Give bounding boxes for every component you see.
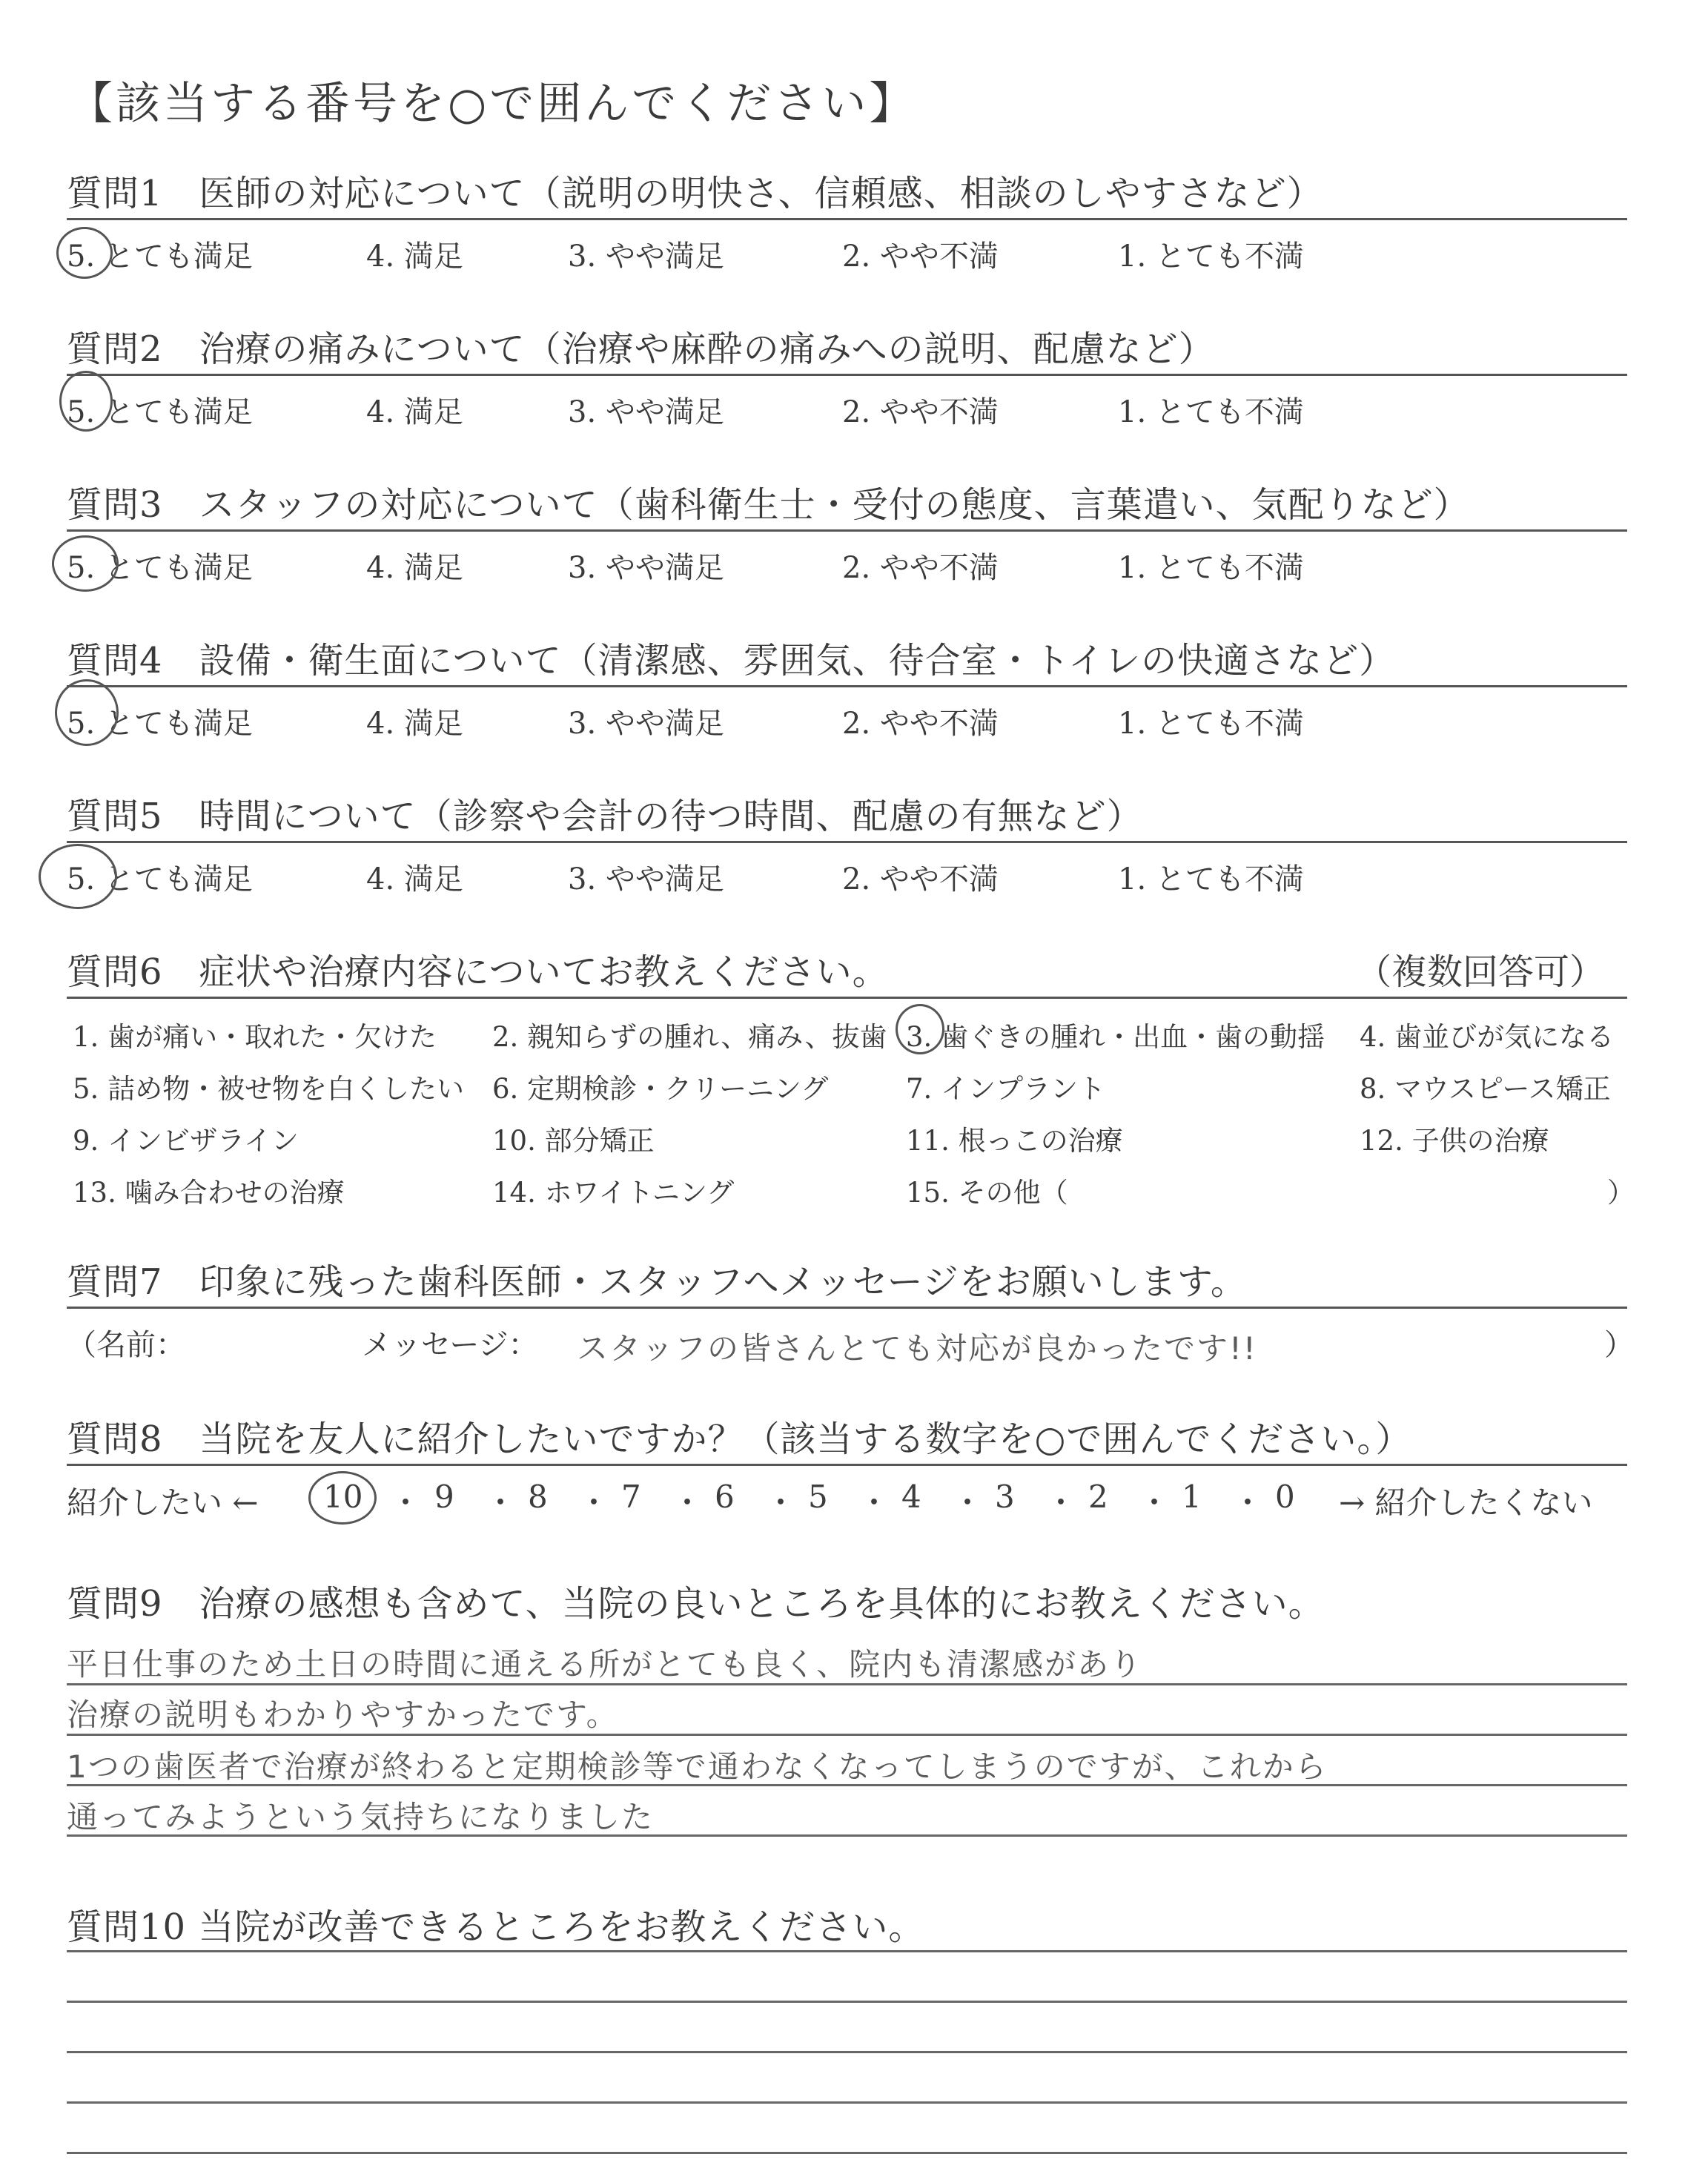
treatment-option-13[interactable]: 13. 噛み合わせの治療 [73, 1177, 345, 1209]
option-5[interactable]: 5. とても満足 [67, 395, 253, 429]
other-close-paren: ） [1607, 1177, 1635, 1209]
option-2[interactable]: 2. やや不満 [842, 707, 999, 741]
scale-dot: ・ [672, 1484, 704, 1521]
treatment-option-9[interactable]: 9. インビザライン [73, 1125, 299, 1157]
scale-9[interactable]: 9 [434, 1479, 454, 1515]
option-3[interactable]: 3. やや満足 [568, 395, 724, 429]
treatment-option-2[interactable]: 2. 親知らずの腫れ、痛み、抜歯 [492, 1021, 887, 1053]
question-9 [67, 1575, 1627, 1835]
question-2 [67, 320, 1627, 429]
option-2[interactable]: 2. やや不満 [842, 395, 999, 429]
treatment-option-4[interactable]: 4. 歯並びが気になる [1360, 1021, 1615, 1053]
question-title: 質問2 治療の痛みについて（治療や麻酔の痛みへの説明、配慮など） [67, 328, 1215, 370]
scale-dot: ・ [1139, 1484, 1171, 1521]
scale-3[interactable]: 3 [995, 1479, 1015, 1515]
divider [67, 841, 1627, 843]
option-4[interactable]: 4. 満足 [366, 707, 463, 741]
scale-dot: ・ [578, 1484, 610, 1521]
divider [67, 997, 1627, 999]
scale-dot: ・ [952, 1484, 984, 1521]
question-title: 質問5 時間について（診察や会計の待つ時間、配慮の有無など） [67, 796, 1143, 837]
option-4[interactable]: 4. 満足 [366, 240, 463, 274]
option-1[interactable]: 1. とても不満 [1118, 707, 1304, 741]
option-3[interactable]: 3. やや満足 [568, 240, 724, 274]
question-title: 質問10 当院が改善できるところをお教えください。 [67, 1906, 925, 1948]
scale-0[interactable]: 0 [1275, 1479, 1295, 1515]
scale-dot: ・ [485, 1484, 517, 1521]
option-3[interactable]: 3. やや満足 [568, 862, 724, 896]
divider [67, 685, 1627, 687]
scale-dot: ・ [765, 1484, 797, 1521]
answer-circle [52, 535, 119, 592]
divider [67, 218, 1627, 220]
answer-line-1[interactable]: 平日仕事のため土日の時間に通える所がとても良く、院内も清潔感があり [67, 1646, 1143, 1682]
question-1 [67, 165, 1627, 274]
writing-line[interactable] [67, 1950, 1627, 1952]
answer-line-4[interactable]: 通ってみようという気持ちになりました [67, 1799, 655, 1835]
question-8 [67, 1410, 1627, 1521]
scale-6[interactable]: 6 [715, 1479, 735, 1515]
scale-1[interactable]: 1 [1182, 1479, 1202, 1515]
message-label: メッセージ： [362, 1328, 538, 1362]
divider [67, 374, 1627, 376]
question-title: 質問7 印象に残った歯科医師・スタッフへメッセージをお願いします。 [67, 1261, 1247, 1303]
writing-line[interactable] [67, 2101, 1627, 2104]
option-2[interactable]: 2. やや不満 [842, 862, 999, 896]
selected-treatment-circle [896, 1004, 944, 1054]
sheet-title: 【該当する番号を○で囲んでください】 [68, 78, 917, 130]
writing-line [67, 1834, 1627, 1837]
question-10 [67, 1898, 1627, 1946]
treatment-option-12[interactable]: 12. 子供の治療 [1360, 1125, 1549, 1157]
handwritten-message[interactable]: スタッフの皆さんとても対応が良かったです!! [577, 1330, 1257, 1367]
message-close-paren: ） [1604, 1328, 1634, 1362]
scale-2[interactable]: 2 [1088, 1479, 1108, 1515]
writing-line [67, 1683, 1627, 1685]
option-4[interactable]: 4. 満足 [366, 395, 463, 429]
treatment-option-8[interactable]: 8. マウスピース矯正 [1360, 1073, 1611, 1105]
scale-dot: ・ [1045, 1484, 1077, 1521]
answer-circle [59, 371, 113, 432]
treatment-option-11[interactable]: 11. 根っこの治療 [906, 1125, 1123, 1157]
question-3 [67, 476, 1627, 585]
scale-right-label: → 紹介したくない [1339, 1484, 1593, 1521]
scale-dot: ・ [390, 1484, 422, 1521]
answer-line-2[interactable]: 治療の説明もわかりやすかったです。 [67, 1697, 619, 1733]
question-title: 質問1 医師の対応について（説明の明快さ、信頼感、相談のしやすさなど） [67, 173, 1323, 214]
multiple-answers-note: （複数回答可） [1355, 951, 1605, 993]
option-3[interactable]: 3. やや満足 [568, 551, 724, 585]
question-title: 質問8 当院を友人に紹介したいですか？（該当する数字を○で囲んでください。） [67, 1418, 1412, 1460]
treatment-option-15[interactable]: 15. その他（ [906, 1177, 1068, 1209]
divider [67, 1464, 1627, 1466]
question-title: 質問3 スタッフの対応について（歯科衛生士・受付の態度、言葉遣い、気配りなど） [67, 484, 1470, 526]
answer-line-3[interactable]: 1つの歯医者で治療が終わると定期検診等で通わなくなってしまうのですが、これから [67, 1748, 1328, 1785]
answer-circle [56, 227, 113, 279]
writing-line [67, 1784, 1627, 1786]
scale-left-label: 紹介したい ← [67, 1484, 259, 1521]
option-2[interactable]: 2. やや不満 [842, 240, 999, 274]
scale-7[interactable]: 7 [621, 1479, 641, 1515]
answer-circle [39, 844, 117, 909]
treatment-option-10[interactable]: 10. 部分矯正 [492, 1125, 655, 1157]
writing-line[interactable] [67, 2152, 1627, 2154]
scale-dot: ・ [1232, 1484, 1264, 1521]
option-5[interactable]: 5. とても満足 [67, 707, 253, 741]
writing-line[interactable] [67, 2051, 1627, 2053]
treatment-option-5[interactable]: 5. 詰め物・被せ物を白くしたい [73, 1073, 465, 1105]
name-label: （名前： [67, 1328, 185, 1362]
question-6 [67, 943, 1635, 1209]
scale-8[interactable]: 8 [528, 1479, 548, 1515]
option-2[interactable]: 2. やや不満 [842, 551, 999, 585]
option-1[interactable]: 1. とても不満 [1118, 862, 1304, 896]
option-5[interactable]: 5. とても満足 [67, 240, 253, 274]
treatment-option-6[interactable]: 6. 定期検診・クリーニング [492, 1073, 829, 1105]
option-1[interactable]: 1. とても不満 [1118, 240, 1304, 274]
option-4[interactable]: 4. 満足 [366, 551, 463, 585]
option-1[interactable]: 1. とても不満 [1118, 395, 1304, 429]
treatment-option-1[interactable]: 1. 歯が痛い・取れた・欠けた [73, 1021, 437, 1053]
answer-circle [55, 679, 119, 746]
option-5[interactable]: 5. とても満足 [67, 551, 253, 585]
writing-line[interactable] [67, 2001, 1627, 2003]
question-5 [67, 787, 1627, 896]
treatment-option-14[interactable]: 14. ホワイトニング [492, 1177, 735, 1209]
scale-dot: ・ [858, 1484, 890, 1521]
scale-4[interactable]: 4 [901, 1479, 921, 1515]
option-1[interactable]: 1. とても不満 [1118, 551, 1304, 585]
question-title: 質問4 設備・衛生面について（清潔感、雰囲気、待合室・トイレの快適さなど） [67, 640, 1396, 681]
treatment-option-7[interactable]: 7. インプラント [906, 1073, 1106, 1105]
divider [67, 529, 1627, 532]
scale-10[interactable]: 10 [323, 1479, 363, 1515]
writing-line [67, 1734, 1627, 1736]
scale-5[interactable]: 5 [808, 1479, 828, 1515]
selected-scale-circle [308, 1471, 377, 1525]
question-7 [67, 1253, 1634, 1367]
question-title: 質問9 治療の感想も含めて、当院の良いところを具体的にお教えください。 [67, 1583, 1325, 1625]
treatment-option-3[interactable]: 3. 歯ぐきの腫れ・出血・歯の動揺 [906, 1021, 1325, 1053]
option-5[interactable]: 5. とても満足 [67, 862, 253, 896]
divider [67, 1307, 1627, 1309]
question-4 [67, 632, 1627, 741]
option-4[interactable]: 4. 満足 [366, 862, 463, 896]
question-title: 質問6 症状や治療内容についてお教えください。 [67, 951, 889, 993]
option-3[interactable]: 3. やや満足 [568, 707, 724, 741]
